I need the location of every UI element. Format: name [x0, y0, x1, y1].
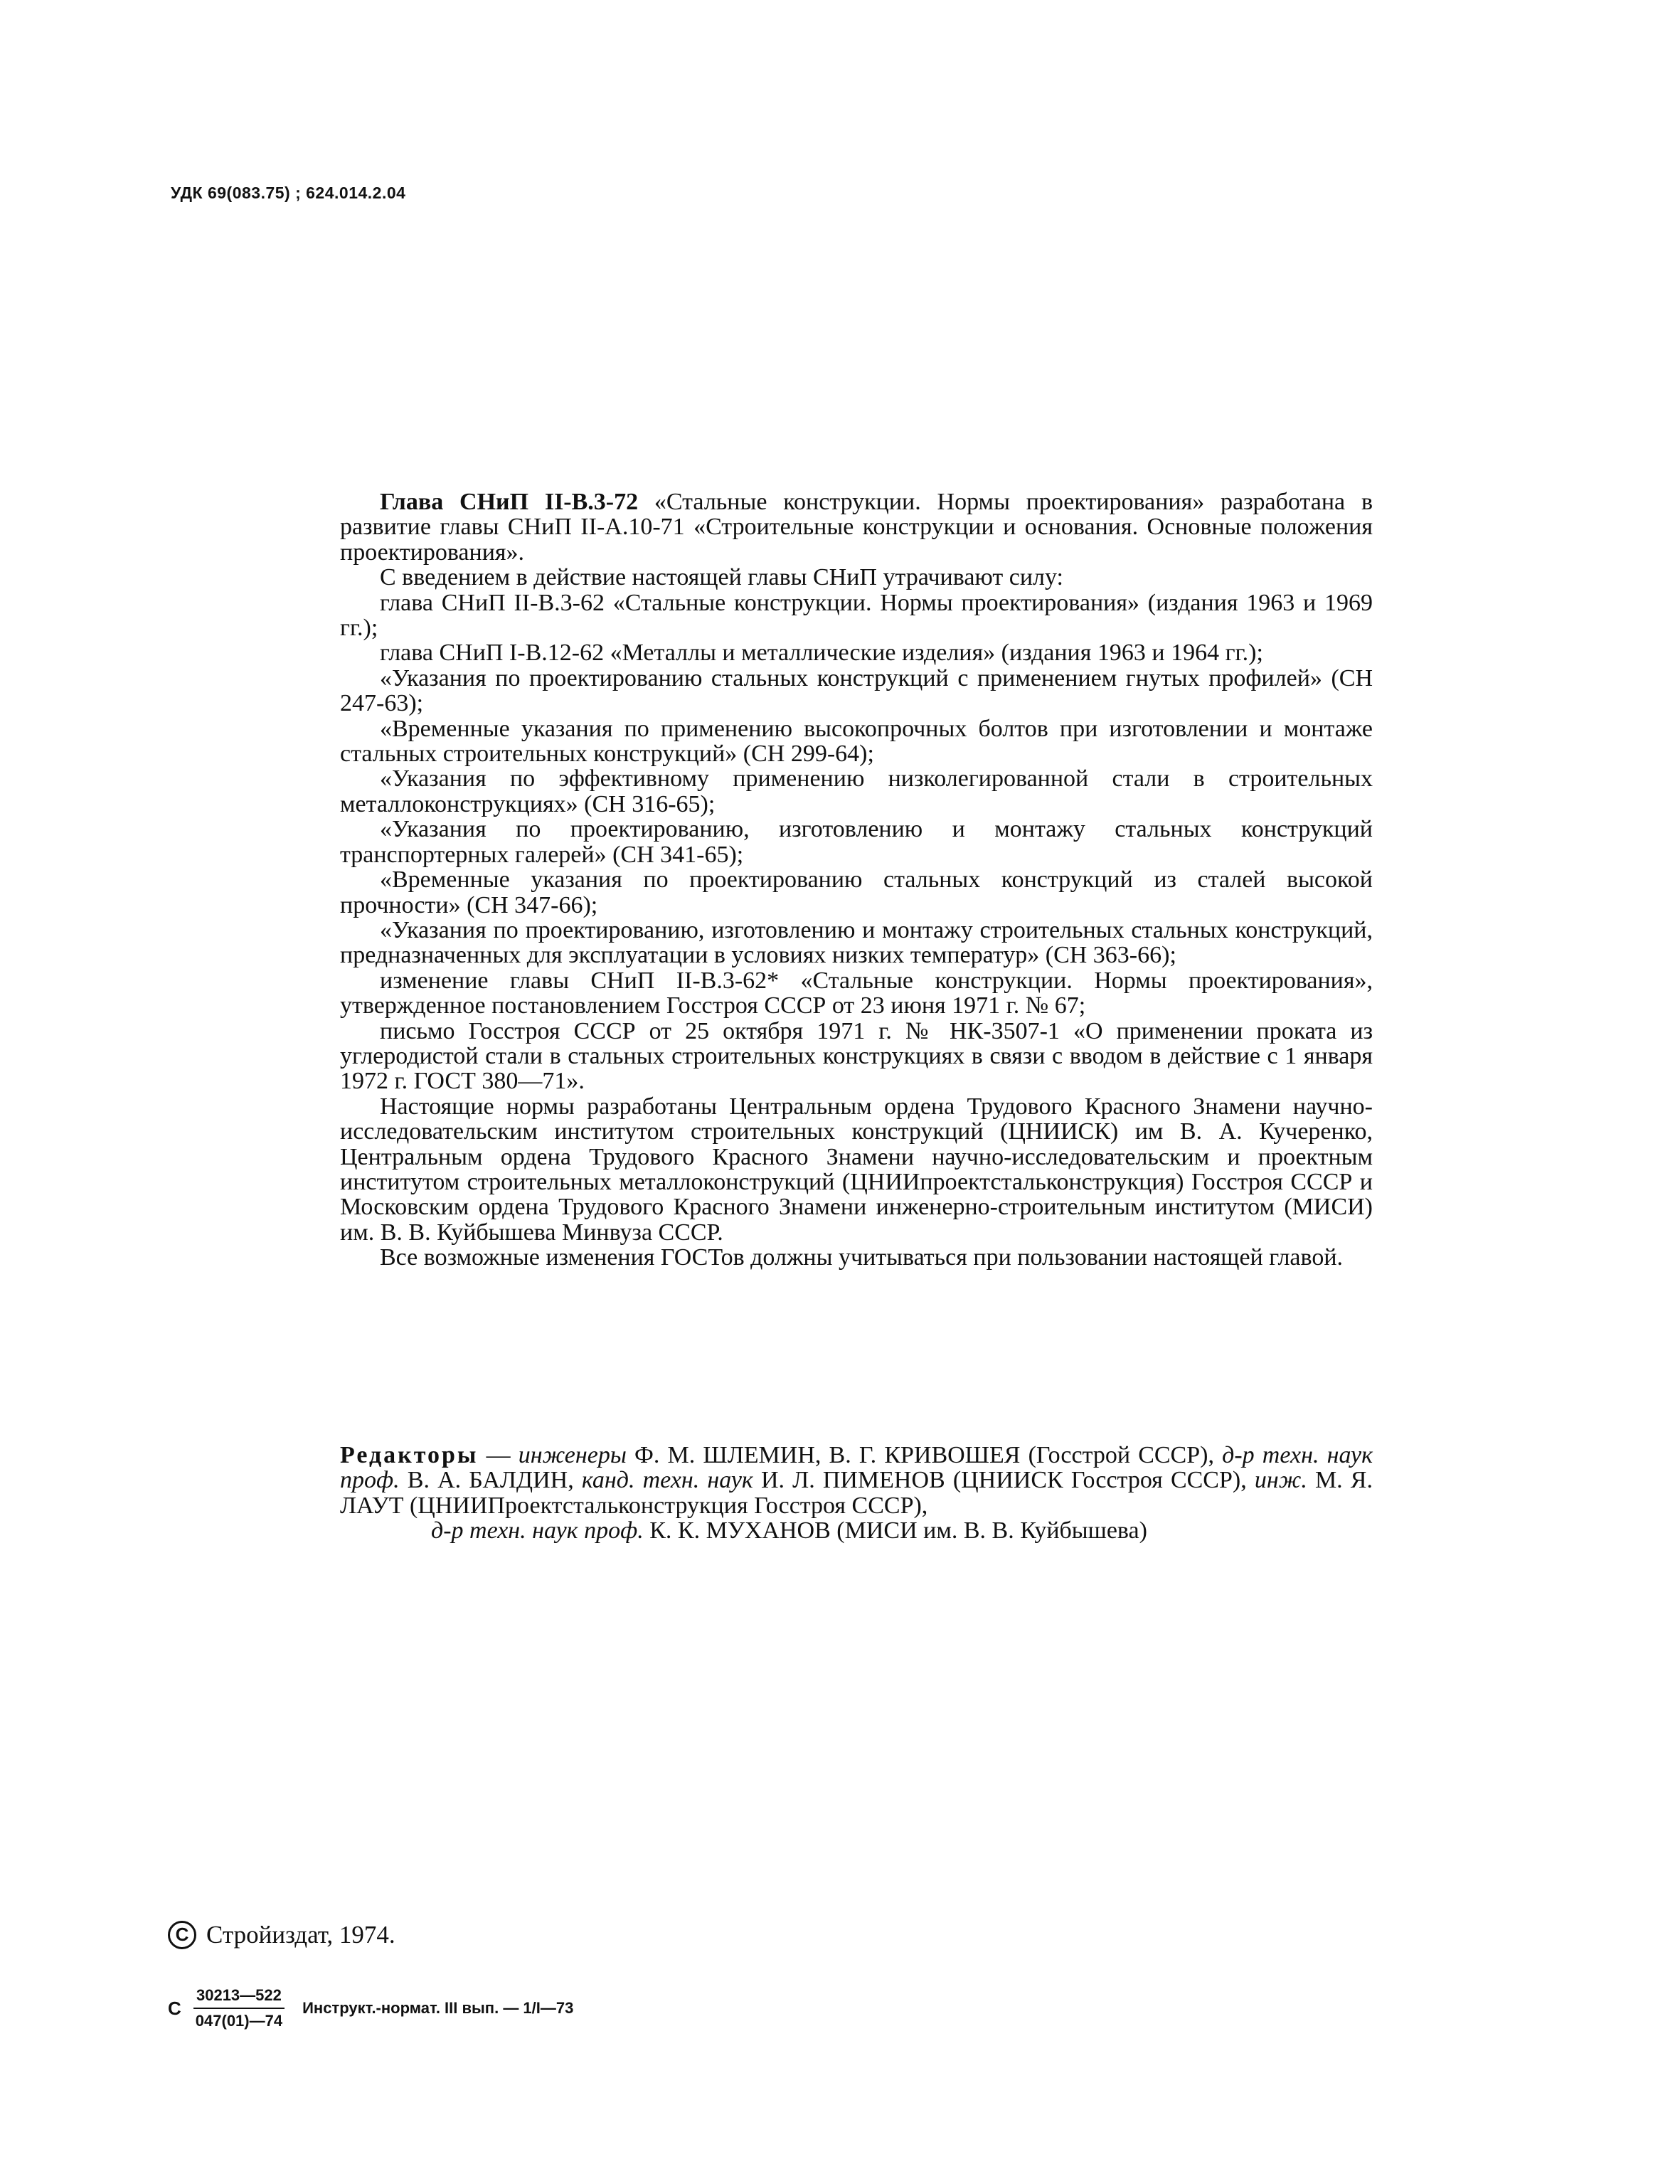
- paragraph: «Указания по проектированию стальных конструкций с применением гнутых профилей» (СН 247-63);: [340, 664, 1373, 717]
- copyright-text: Стройиздат, 1974.: [206, 1921, 395, 1949]
- intro-lead-rest: «Стальные конструкции. Нормы проектирования» разработана в развитие главы СНиП II-А.10-71 «Строительные конструкции и основания. Основные положения проектирования».: [340, 489, 1373, 566]
- editor-names: М. Я. ЛАУТ (ЦНИИПроектстальконструкция Госстроя СССР),: [340, 1467, 1373, 1519]
- editor-role: д-р техн. наук проф.: [431, 1517, 644, 1544]
- paragraph: Настоящие нормы разработаны Центральным ордена Трудового Красного Знамени научно-исследовательским институтом строительных конструкций (ЦНИИСК) им В. А. Кучеренко, Центральным ордена Трудового Красного Знамени научно-исследовательским и проектным институтом строительных металлоконструкций (ЦНИИпроектстальконструкция) Госстроя СССР и Московским ордена Трудового Красного Знамени инженерно-строительным институтом (МИСИ) им. В. В. Куйбышева Минвуза СССР.: [340, 1093, 1373, 1246]
- intro-lead-name: Глава СНиП II-В.3-72: [380, 489, 639, 515]
- udc-code: УДК 69(083.75) ; 624.014.2.04: [171, 184, 406, 202]
- editor-role: инженеры: [518, 1442, 627, 1468]
- imprint-letter: С: [168, 1997, 181, 2019]
- copyright: [168, 1921, 395, 1949]
- main-text: [340, 489, 1373, 1271]
- editor-names: К. К. МУХАНОВ (МИСИ им. В. В. Куйбышева): [643, 1517, 1147, 1544]
- intro-paragraph: [340, 489, 1373, 565]
- editors-label: Редакторы: [340, 1442, 479, 1468]
- editors-block: [340, 1443, 1373, 1544]
- editor-role: д-р техн. наук проф.: [340, 1442, 1373, 1494]
- imprint-denominator: 047(01)—74: [195, 2012, 283, 2030]
- editor-names: И. Л. ПИМЕНОВ (ЦНИИСК Госстроя СССР),: [753, 1467, 1255, 1494]
- editor-role: канд. техн. наук: [581, 1467, 753, 1494]
- paragraph: «Временные указания по применению высокопрочных болтов при изготовлении и монтаже стальных строительных конструкций» (СН 299-64);: [340, 715, 1373, 768]
- paragraph: Все возможные изменения ГОСТов должны учитываться при пользовании настоящей главой.: [380, 1244, 1344, 1271]
- editor-role: инж.: [1254, 1467, 1307, 1494]
- copyright-icon: C: [168, 1921, 196, 1949]
- paragraph: изменение главы СНиП II-В.3-62* «Стальные конструкции. Нормы проектирования», утвержденное постановлением Госстроя СССР от 23 июня 1971 г. № 67;: [340, 967, 1373, 1019]
- paragraph: С введением в действие настоящей главы СНиП утрачивают силу:: [380, 564, 1063, 591]
- imprint-text: Инструкт.-нормат. III вып. — 1/I—73: [302, 1999, 574, 2017]
- paragraph: «Указания по проектированию, изготовлению и монтажу строительных стальных конструкций, предназначенных для эксплуатации в условиях низких температур» (СН 363-66);: [340, 916, 1373, 969]
- paragraph: «Указания по эффективному применению низколегированной стали в строительных металлоконструкциях» (СН 316-65);: [340, 765, 1373, 817]
- paragraph: глава СНиП I-В.12-62 «Металлы и металлические изделия» (издания 1963 и 1964 гг.);: [380, 640, 1263, 667]
- editors-dash: —: [478, 1442, 519, 1468]
- paragraph: «Временные указания по проектированию стальных конструкций из сталей высокой прочности» (СН 347-66);: [340, 866, 1373, 918]
- editor-names: В. А. БАЛДИН,: [399, 1467, 582, 1494]
- editor-names: Ф. М. ШЛЕМИН, В. Г. КРИВОШЕЯ (Госстрой СССР),: [626, 1442, 1223, 1468]
- imprint-fraction: [193, 1986, 285, 2030]
- paragraph: письмо Госстроя СССР от 25 октября 1971 г. № НК-3507-1 «О применении проката из углеродистой стали в стальных строительных конструкциях в связи с вводом в действие с 1 января 1972 г. ГОСТ 380—71».: [340, 1017, 1373, 1095]
- editors-last-line: [340, 1518, 1373, 1543]
- paragraph: глава СНиП II-В.3-62 «Стальные конструкции. Нормы проектирования» (издания 1963 и 1969 гг.);: [340, 589, 1373, 642]
- imprint-numerator: 30213—522: [193, 1986, 285, 2009]
- paragraph: «Указания по проектированию, изготовлению и монтажу стальных конструкций транспортерных галерей» (СН 341-65);: [340, 816, 1373, 868]
- imprint: [168, 1986, 573, 2030]
